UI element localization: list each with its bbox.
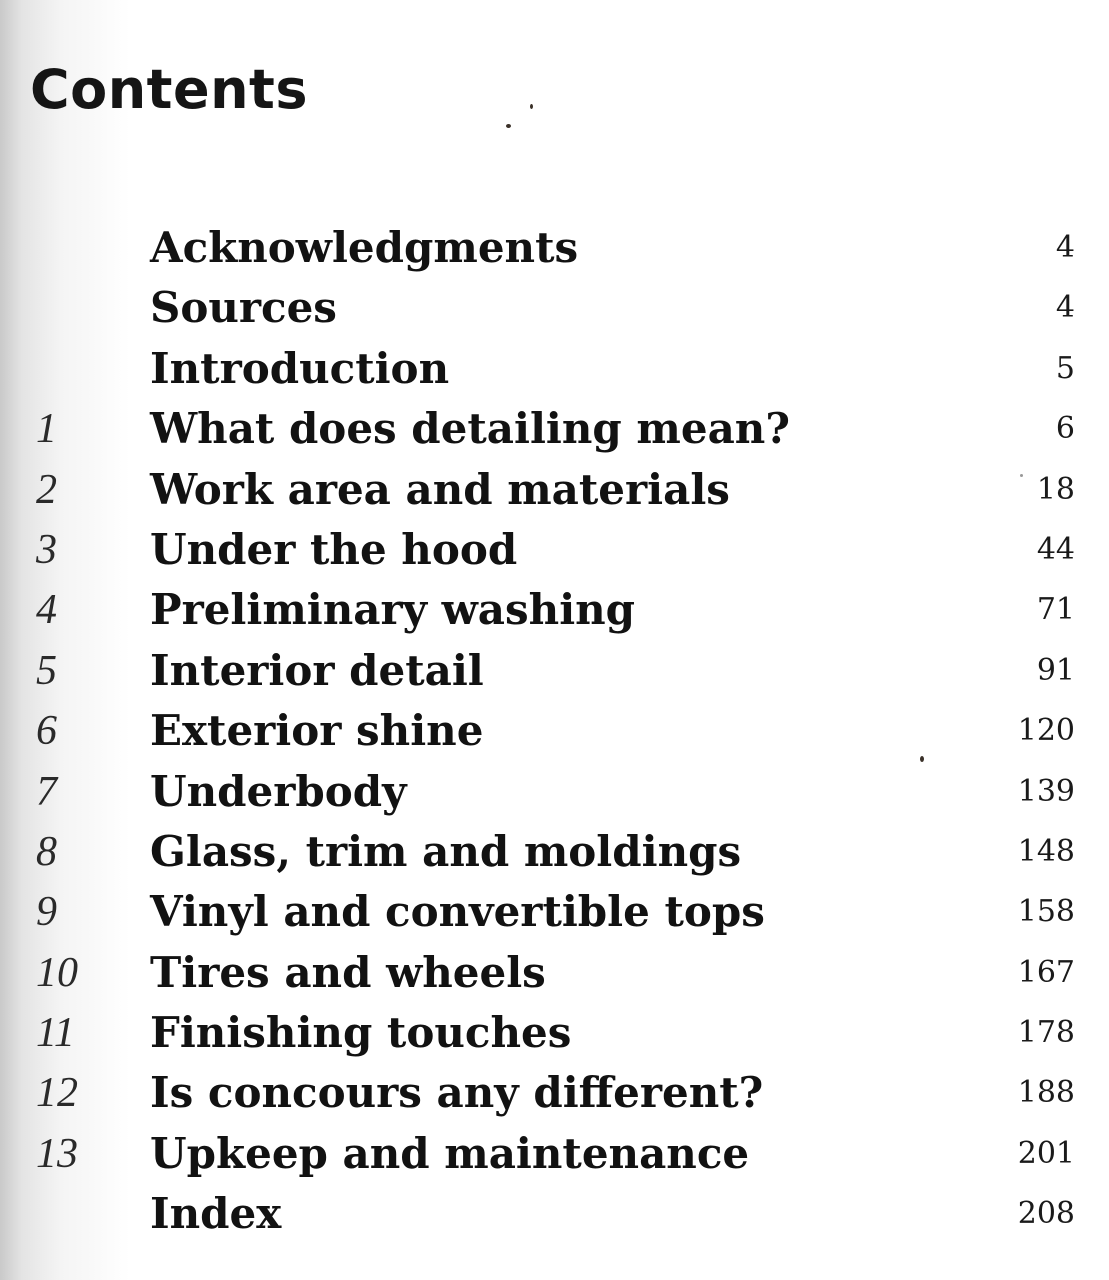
chapter-title: Glass, trim and moldings — [150, 826, 742, 876]
chapter-number: 7 — [36, 768, 57, 815]
toc-row — [0, 278, 1109, 338]
page-number: 4 — [1055, 230, 1075, 265]
page-number: 139 — [1017, 773, 1075, 809]
chapter-number: 9 — [36, 889, 57, 936]
dust-speck — [506, 124, 511, 128]
chapter-title: Work area and materials — [150, 464, 730, 514]
dust-speck — [920, 756, 924, 762]
toc-row — [0, 1063, 1109, 1123]
page-number: 158 — [1017, 894, 1075, 930]
dust-speck — [530, 104, 533, 109]
chapter-number: 1 — [36, 406, 57, 453]
chapter-title: Finishing touches — [150, 1008, 572, 1058]
page-number: 91 — [1036, 652, 1075, 688]
toc-row — [0, 580, 1109, 640]
dust-speck — [1020, 474, 1023, 477]
toc-row — [0, 218, 1109, 278]
chapter-number: 6 — [36, 708, 57, 755]
toc-row — [0, 399, 1109, 459]
toc-row — [0, 1124, 1109, 1184]
chapter-title: Interior detail — [150, 645, 484, 695]
chapter-title: Index — [150, 1189, 282, 1239]
toc-row — [0, 822, 1109, 882]
page-number: 208 — [1017, 1196, 1075, 1232]
toc-row — [0, 701, 1109, 761]
toc-row — [0, 520, 1109, 580]
page-number: 6 — [1055, 411, 1075, 447]
chapter-number — [36, 278, 116, 338]
chapter-number: 8 — [36, 828, 57, 875]
chapter-title: Upkeep and maintenance — [150, 1128, 750, 1178]
page-number: 71 — [1036, 592, 1075, 628]
chapter-title: Exterior shine — [150, 706, 484, 756]
toc-row — [0, 339, 1109, 399]
page-number: 178 — [1017, 1015, 1075, 1051]
chapter-title: Introduction — [150, 343, 450, 393]
page-title: Contents — [30, 58, 309, 121]
toc-row — [0, 460, 1109, 520]
page-number: 4 — [1055, 290, 1075, 326]
chapter-number: 4 — [36, 587, 57, 634]
page-number: 44 — [1036, 531, 1075, 567]
page-number: 5 — [1055, 350, 1075, 386]
chapter-number: 12 — [36, 1070, 78, 1117]
chapter-title: Is concours any different? — [150, 1068, 764, 1118]
toc-row — [0, 882, 1109, 942]
page-number: 167 — [1017, 954, 1075, 990]
chapter-number: 3 — [36, 526, 57, 573]
toc-row — [0, 943, 1109, 1003]
chapter-title: Preliminary washing — [150, 585, 636, 635]
page-number: 201 — [1017, 1135, 1075, 1171]
page-number: 148 — [1017, 833, 1075, 869]
chapter-number: 10 — [36, 949, 78, 996]
chapter-title: Under the hood — [150, 524, 518, 574]
table-of-contents — [0, 218, 1109, 1245]
chapter-number: 11 — [36, 1010, 75, 1057]
page-number: 120 — [1017, 713, 1075, 749]
toc-row — [0, 1184, 1109, 1244]
chapter-title: Underbody — [150, 766, 407, 816]
chapter-number — [36, 1184, 116, 1244]
chapter-title: Tires and wheels — [150, 947, 546, 997]
page-number: 188 — [1017, 1075, 1075, 1111]
chapter-title: Vinyl and convertible tops — [150, 887, 765, 937]
chapter-title: Acknowledgments — [150, 223, 579, 272]
toc-row — [0, 1003, 1109, 1063]
chapter-title: What does detailing mean? — [150, 404, 790, 454]
chapter-number — [36, 339, 116, 399]
chapter-title: Sources — [150, 283, 337, 333]
toc-row — [0, 762, 1109, 822]
chapter-number: 2 — [36, 466, 57, 513]
chapter-number: 5 — [36, 647, 57, 694]
chapter-number — [36, 218, 116, 278]
page-number: 18 — [1036, 471, 1075, 507]
toc-row — [0, 641, 1109, 701]
chapter-number: 13 — [36, 1130, 78, 1177]
